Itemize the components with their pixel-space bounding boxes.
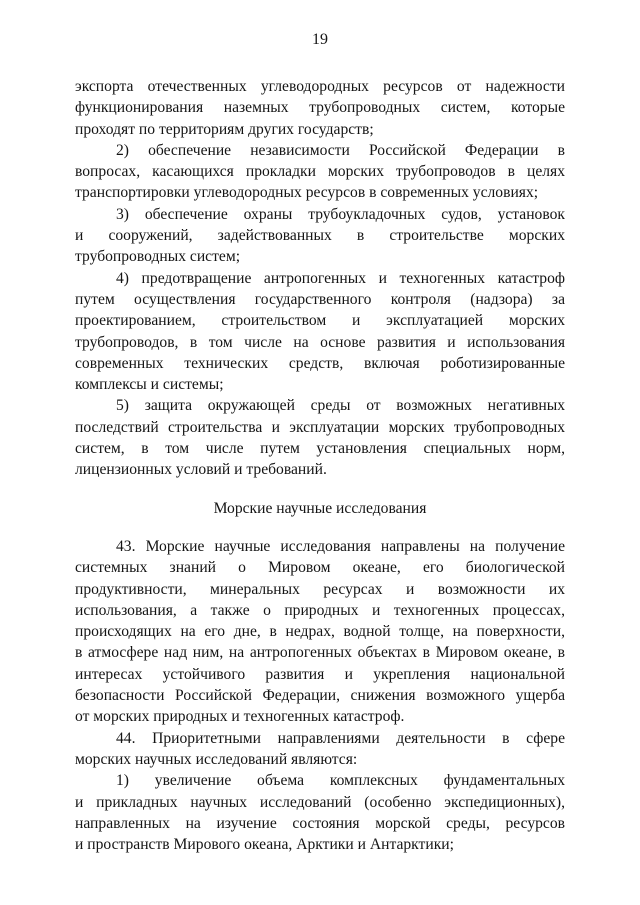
paragraph: [75, 728, 565, 771]
paragraph: [75, 140, 565, 204]
text-line: комплексы и системы;: [75, 376, 224, 394]
text-line: от морских природных и техногенных катастроф.: [75, 708, 405, 726]
text-line: 1) увеличение объема комплексных фундаментальных: [116, 772, 565, 790]
text-line: проектированием, строительством и эксплуатацией морских: [75, 312, 565, 330]
text-line: трубопроводов, в том числе на основе развития и использования: [75, 333, 565, 351]
document-body: [75, 76, 565, 855]
text-line: 43. Морские научные исследования направлены на получение: [116, 537, 565, 555]
text-line: лицензионных условий и требований.: [75, 461, 327, 479]
text-line: систем, в том числе путем установления специальных норм,: [75, 440, 565, 458]
text-line: и сооружений, задействованных в строительстве морских: [75, 227, 565, 245]
text-line: трубопроводных систем;: [75, 248, 241, 266]
text-line: 44. Приоритетными направлениями деятельности в сфере: [116, 729, 565, 747]
text-line: современных технических средств, включая роботизированные: [75, 354, 565, 372]
text-line: транспортировки углеводородных ресурсов в современных условиях;: [75, 184, 539, 202]
text-line: 4) предотвращение антропогенных и техногенных катастроф: [116, 269, 565, 287]
text-line: интересах устойчивого развития и укрепления национальной: [75, 665, 565, 683]
text-line: и пространств Мирового океана, Арктики и Антарктики;: [75, 836, 454, 854]
text-line: происходящих на его дне, в недрах, водной толще, на поверхности,: [75, 623, 565, 641]
text-line: вопросах, касающихся прокладки морских трубопроводов в целях: [75, 163, 565, 181]
text-line: морских научных исследований являются:: [75, 750, 358, 768]
text-line: 5) защита окружающей среды от возможных негативных: [116, 397, 565, 415]
text-line: 3) обеспечение охраны трубоукладочных судов, установок: [116, 205, 565, 223]
text-line: последствий строительства и эксплуатации морских трубопроводных: [75, 418, 565, 436]
paragraph: [75, 204, 565, 268]
text-line: проходят по территориям других государств;: [75, 120, 374, 138]
paragraph: [75, 536, 565, 728]
paragraph: [75, 76, 565, 140]
text-line: в атмосфере над ним, на антропогенных объектах в Мировом океане, в: [75, 644, 565, 662]
text-line: экспорта отечественных углеводородных ресурсов от надежности: [75, 78, 565, 95]
text-line: функционирования наземных трубопроводных систем, которые: [75, 99, 565, 117]
text-line: 2) обеспечение независимости Российской Федерации в: [116, 141, 565, 159]
section-heading: Морские научные исследования: [213, 499, 427, 517]
text-line: продуктивности, минеральных ресурсах и возможности их: [75, 580, 565, 598]
page-number: 19: [312, 31, 328, 48]
text-line: путем осуществления государственного контроля (надзора) за: [75, 290, 565, 308]
paragraph: [75, 395, 565, 480]
text-line: безопасности Российской Федерации, снижения возможного ущерба: [75, 687, 565, 705]
text-line: использования, а также о природных и техногенных процессах,: [75, 601, 565, 619]
paragraph: [75, 770, 565, 855]
text-line: системных знаний о Мировом океане, его биологической: [75, 559, 565, 577]
paragraph: [75, 268, 565, 396]
text-line: и прикладных научных исследований (особенно экспедиционных),: [75, 793, 565, 811]
text-line: направленных на изучение состояния морской среды, ресурсов: [75, 814, 565, 832]
